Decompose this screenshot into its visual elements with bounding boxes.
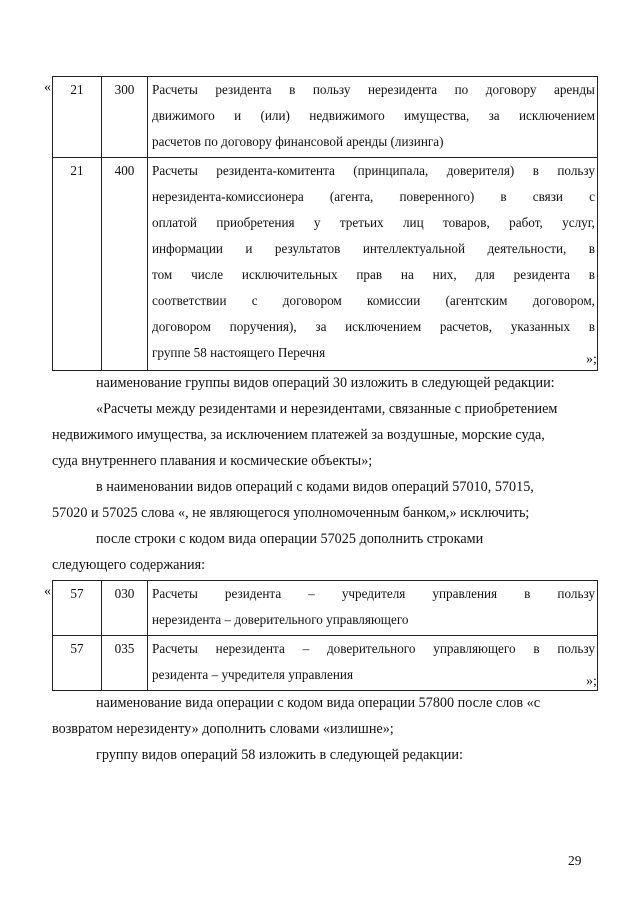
- description-cell: [148, 77, 598, 158]
- description-line: оплатой приобретения у третьих лиц товаров, работ, услуг,: [152, 215, 595, 230]
- description-line: том числе исключительных прав на них, для резидента в: [152, 267, 595, 282]
- paragraph-line: недвижимого имущества, за исключением платежей за воздушные, морские суда,: [52, 427, 545, 443]
- group-cell: 21: [53, 158, 102, 371]
- description-line: нерезидента-комиссионера (агента, поверенного) в связи с: [152, 189, 595, 204]
- description-line: Расчеты резидента – учредителя управления в пользу: [152, 586, 595, 601]
- description-line: группе 58 настоящего Перечня: [152, 345, 326, 360]
- description-cell: [148, 158, 598, 371]
- code-cell: 300: [102, 77, 148, 158]
- table1-open-quote: «: [44, 80, 51, 95]
- paragraph-line: следующего содержания:: [52, 557, 206, 573]
- table2-close-mark: »;: [586, 674, 597, 689]
- paragraph-line: после строки с кодом вида операции 57025 дополнить строками: [96, 531, 484, 547]
- description-line: нерезидента – доверительного управляющего: [152, 612, 409, 627]
- paragraph-line: наименование вида операции с кодом вида операции 57800 после слов «с: [96, 695, 541, 711]
- table-row: [53, 581, 598, 636]
- code-cell: 035: [102, 636, 148, 691]
- group-cell: 57: [53, 581, 102, 636]
- description-line: Расчеты нерезидента – доверительного управляющего в пользу: [152, 641, 595, 656]
- paragraph-line: в наименовании видов операций с кодами видов операций 57010, 57015,: [96, 479, 534, 495]
- description-line: Расчеты резидента в пользу нерезидента по договору аренды: [152, 82, 595, 97]
- code-cell: 400: [102, 158, 148, 371]
- paragraph-line: наименование группы видов операций 30 изложить в следующей редакции:: [96, 375, 555, 391]
- code-cell: 030: [102, 581, 148, 636]
- group-cell: 57: [53, 636, 102, 691]
- description-line: движимого и (или) недвижимого имущества, за исключением: [152, 108, 595, 123]
- body-text-block-2: [52, 690, 586, 768]
- table1-close-mark: »;: [586, 352, 597, 367]
- description-cell: [148, 636, 598, 691]
- table-row: [53, 158, 598, 371]
- page-number: 29: [568, 853, 582, 868]
- operations-table-1: [52, 76, 598, 371]
- description-cell: [148, 581, 598, 636]
- paragraph-line: возвратом нерезиденту» дополнить словами «излишне»;: [52, 721, 394, 737]
- paragraph-line: суда внутреннего плавания и космические объекты»;: [52, 453, 373, 469]
- operations-table-2: [52, 580, 598, 691]
- table-row: [53, 77, 598, 158]
- description-line: расчетов по договору финансовой аренды (лизинга): [152, 134, 444, 149]
- group-cell: 21: [53, 77, 102, 158]
- description-line: Расчеты резидента-комитента (принципала, доверителя) в пользу: [152, 163, 595, 178]
- body-text-block-1: [52, 370, 586, 578]
- table2-open-quote: «: [44, 584, 51, 599]
- table-row: [53, 636, 598, 691]
- paragraph-line: «Расчеты между резидентами и нерезидентами, связанные с приобретением: [96, 401, 558, 417]
- description-line: договором поручения), за исключением расчетов, указанных в: [152, 319, 595, 334]
- paragraph-line: 57020 и 57025 слова «, не являющегося уполномоченным банком,» исключить;: [52, 505, 530, 521]
- description-line: резидента – учредителя управления: [152, 667, 354, 682]
- description-line: соответствии с договором комиссии (агентским договором,: [152, 293, 595, 308]
- paragraph-line: группу видов операций 58 изложить в следующей редакции:: [96, 747, 463, 763]
- description-line: информации и результатов интеллектуальной деятельности, в: [152, 241, 595, 256]
